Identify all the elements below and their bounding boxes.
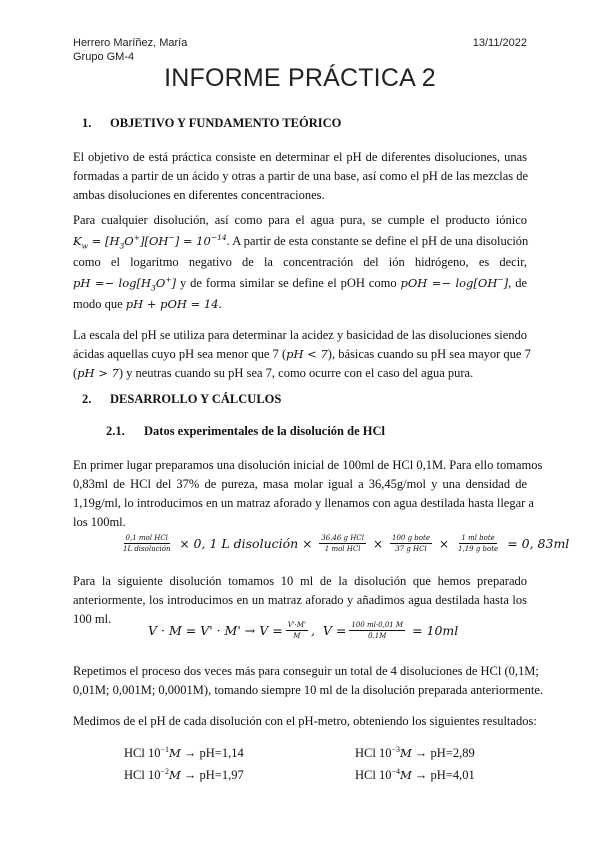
fraction: $\frac{100 ml\cdot 0,01 M}{0,1M}$ (351, 621, 404, 640)
ph-result: HCl $10^{-3}M \to pH=2,89$ (355, 744, 475, 760)
section-1-paragraph-2 (73, 210, 527, 315)
text-line: ácidas aquellas cuyo pH sea menor que 7 (pH < 7), básicas cuando su pH sea mayor que 7 (73, 347, 531, 361)
text-line: pH =− $\log[H_3O^+]$ y de forma similar se define el pOH como pOH =− log[OH−], de (73, 275, 527, 293)
text-line: (pH > 7) y neutras cuando su pH sea 7, como ocurre con el caso del agua pura. (73, 366, 474, 380)
text-line: Repetimos el proceso dos veces más para conseguir un total de 4 disoluciones de HCl (0,1M; (73, 664, 539, 678)
text-line: ambas disoluciones en diferentes concentraciones. (73, 188, 325, 202)
base-condition: pH > 7 (77, 366, 119, 380)
section-2-1-paragraph-4 (73, 712, 537, 731)
text-line: como el logaritmo negativo de la concentración del ión hidrógeno, es decir, (73, 255, 527, 269)
section-2-1-paragraph-3 (73, 662, 544, 700)
fraction: $\frac{V'\cdot M'}{M}$ (287, 621, 306, 640)
text-line: La escala del pH se utiliza para determinar la acidez y basicidad de las disoluciones siendo (73, 328, 527, 342)
section-1-number: 1. (82, 116, 92, 130)
text-line: formadas a partir de un ácido y otras a partir de una base, así como el pH de las mezclas de (73, 169, 529, 183)
text-line: 100 ml. (73, 612, 112, 626)
dilution-equation: V · M = V' · M' → V = $\frac{V'\cdot M'}{M}$ , V = $\frac{100 ml\cdot 0,01 M}{0,1M}$ = 10ml (148, 621, 459, 640)
text-line: anteriormente, los introducimos en un matraz aforado y añadimos agua destilada hasta los (73, 593, 527, 607)
text-line: 0,83ml de HCl del 37% de pureza, masa molar igual a 36,45g/mol y una densidad de (73, 477, 527, 491)
ph-poh-sum-formula: pH + pOH = 14 (125, 297, 219, 311)
poh-formula: pOH =− log[OH−] (400, 275, 509, 290)
section-2-number: 2. (82, 392, 92, 406)
section-2-1-title: Datos experimentales de la disolución de HCl (144, 424, 385, 438)
author-name: Herrero Maríñez, María (73, 37, 188, 49)
fraction: $\frac{\text{100 g bote}}{\text{37 g HCl}}$ (392, 534, 430, 553)
text-line: 0,01M; 0,001M; 0,0001M), tomando siempre 10 ml de la disolución preparada anteriormente. (73, 683, 544, 697)
document-date: 13/11/2022 (472, 37, 527, 49)
volume-calculation-equation: $\frac{\text{0,1 mol HCl}}{\text{1L disolución}}$ × 0, 1 L disolución × $\frac{\text{36,46 g HCl}}{\text{1 mol HCl}}$ × $\frac{\text{100 g bote}}{\text{37 g HCl}}$ × $\frac{\text{1 ml bote}}{\text{1,19 g bote}}$ = 0, 83ml (123, 534, 570, 553)
section-2-heading (82, 392, 281, 407)
ph-result: HCl $10^{-2}M \to pH=1,97$ (124, 766, 244, 782)
text-line: los 100ml. (73, 515, 126, 529)
ph-result: HCl $10^{-1}M \to pH=1,14$ (124, 744, 244, 760)
page-title: INFORME PRÁCTICA 2 (164, 64, 436, 92)
ph-result: HCl $10^{-4}M \to pH=4,01$ (355, 766, 475, 782)
text-line: Medimos de el pH de cada disolución con el pH-metro, obteniendo los siguientes resultados: (73, 714, 537, 728)
section-1-heading (82, 116, 341, 131)
text-line: Para la siguiente disolución tomamos 10 ml de la disolución que hemos preparado (73, 574, 527, 588)
section-1-paragraph-1 (73, 148, 527, 205)
section-2-title: DESARROLLO Y CÁLCULOS (110, 392, 282, 406)
section-2-1-number: 2.1. (106, 424, 125, 438)
section-2-1-heading (106, 424, 385, 439)
ph-formula: pH =− $\log[H_3O^+]$ (73, 275, 177, 293)
text-line: $K_w = [H_3O^+][OH^-] = 10^{-14}$. A partir de esta constante se define el pH de una disolución (73, 233, 529, 251)
fraction: $\frac{\text{1 ml bote}}{\text{1,19 g bote}}$ (458, 534, 499, 553)
section-1-paragraph-3 (73, 326, 531, 383)
text-line: Para cualquier disolución, así como para el agua pura, se cumple el producto iónico (73, 213, 527, 227)
text-line: modo que pH + pOH = 14. (73, 297, 222, 311)
text-line: 1,19g/ml, lo introducimos en un matraz aforado y llenamos con agua destilada hasta llegar a (73, 496, 534, 510)
section-1-title: OBJETIVO Y FUNDAMENTO TEÓRICO (110, 116, 342, 130)
text-line: En primer lugar preparamos una disolución inicial de 100ml de HCl 0,1M. Para ello tomamos (73, 458, 543, 472)
group-label: Grupo GM-4 (73, 51, 135, 63)
ionic-product-formula: $K_w = [H_3O^+][OH^-] = 10^{-14}$ (73, 233, 227, 251)
section-2-1-paragraph-1 (73, 456, 543, 532)
fraction: $\frac{\text{0,1 mol HCl}}{\text{1L disolución}}$ (123, 534, 171, 553)
fraction: $\frac{\text{36,46 g HCl}}{\text{1 mol HCl}}$ (321, 534, 364, 553)
text-line: El objetivo de está práctica consiste en determinar el pH de diferentes disoluciones, unas (73, 150, 527, 164)
acid-condition: pH < 7 (286, 347, 328, 361)
